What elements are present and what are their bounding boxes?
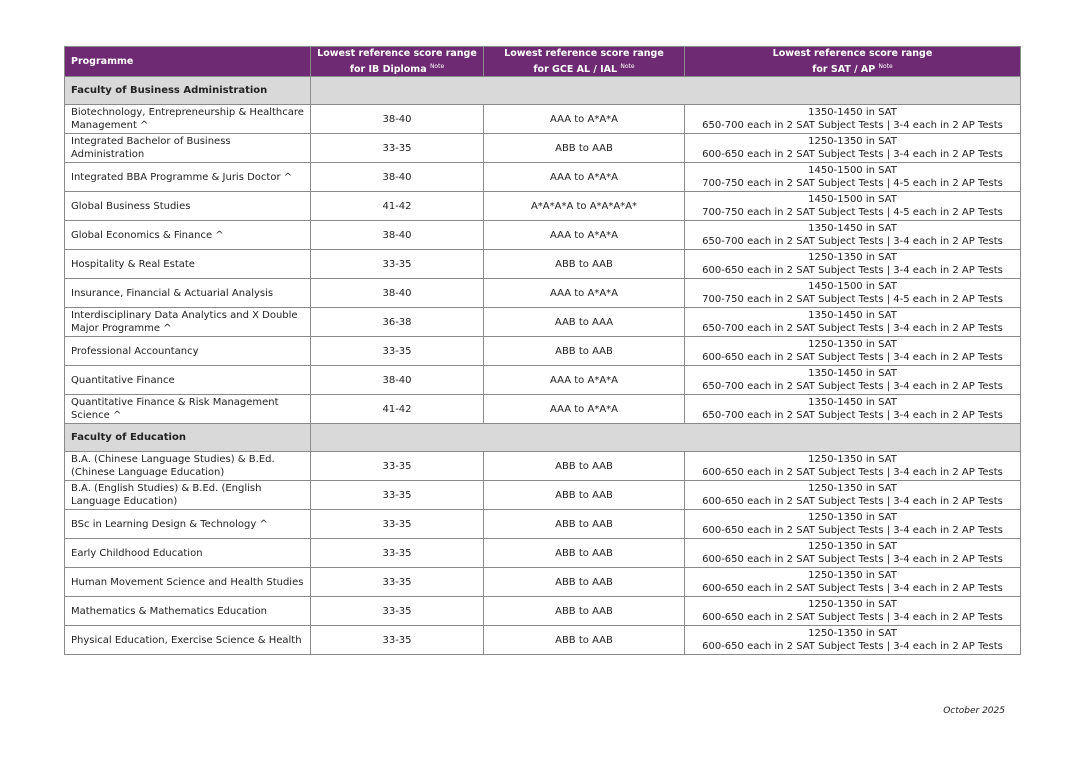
sat-ap-score bbox=[685, 250, 1021, 279]
sat-ap-score bbox=[685, 510, 1021, 539]
header-ib-note: Note bbox=[429, 63, 445, 70]
header-ib-line2: for IB Diploma bbox=[349, 64, 427, 75]
programme-name: Human Movement Science and Health Studies bbox=[65, 568, 311, 597]
table-row bbox=[65, 366, 1021, 395]
subject-ap-score: 600-650 each in 2 SAT Subject Tests | 3-4 each in 2 AP Tests bbox=[702, 612, 1003, 623]
ib-score: 33-35 bbox=[311, 452, 484, 481]
gce-score: ABB to AAB bbox=[484, 510, 685, 539]
programme-name: Quantitative Finance bbox=[65, 366, 311, 395]
subject-ap-score: 600-650 each in 2 SAT Subject Tests | 3-4 each in 2 AP Tests bbox=[702, 554, 1003, 565]
table-row bbox=[65, 308, 1021, 337]
sat-score: 1250-1350 in SAT bbox=[808, 541, 897, 552]
sat-score: 1450-1500 in SAT bbox=[808, 165, 897, 176]
subject-ap-score: 600-650 each in 2 SAT Subject Tests | 3-4 each in 2 AP Tests bbox=[702, 641, 1003, 652]
sat-score: 1250-1350 in SAT bbox=[808, 454, 897, 465]
gce-score: AAA to A*A*A bbox=[484, 279, 685, 308]
ib-score: 33-35 bbox=[311, 597, 484, 626]
table-row bbox=[65, 279, 1021, 308]
programme-name: B.A. (Chinese Language Studies) & B.Ed. (Chinese Language Education) bbox=[65, 452, 311, 481]
faculty-row bbox=[65, 424, 1021, 452]
subject-ap-score: 600-650 each in 2 SAT Subject Tests | 3-4 each in 2 AP Tests bbox=[702, 525, 1003, 536]
ib-score: 41-42 bbox=[311, 192, 484, 221]
subject-ap-score: 700-750 each in 2 SAT Subject Tests | 4-5 each in 2 AP Tests bbox=[702, 207, 1003, 218]
sat-ap-score bbox=[685, 539, 1021, 568]
programme-name: Integrated BBA Programme & Juris Doctor ^ bbox=[65, 163, 311, 192]
ib-score: 33-35 bbox=[311, 510, 484, 539]
gce-score: ABB to AAB bbox=[484, 626, 685, 655]
table-row bbox=[65, 481, 1021, 510]
gce-score: AAA to A*A*A bbox=[484, 395, 685, 424]
subject-ap-score: 600-650 each in 2 SAT Subject Tests | 3-4 each in 2 AP Tests bbox=[702, 467, 1003, 478]
faculty-row-filler bbox=[311, 77, 1021, 105]
sat-score: 1350-1450 in SAT bbox=[808, 223, 897, 234]
ib-score: 33-35 bbox=[311, 539, 484, 568]
gce-score: AAA to A*A*A bbox=[484, 221, 685, 250]
faculty-row bbox=[65, 77, 1021, 105]
table-row bbox=[65, 192, 1021, 221]
subject-ap-score: 650-700 each in 2 SAT Subject Tests | 3-4 each in 2 AP Tests bbox=[702, 120, 1003, 131]
subject-ap-score: 600-650 each in 2 SAT Subject Tests | 3-4 each in 2 AP Tests bbox=[702, 149, 1003, 160]
sat-ap-score bbox=[685, 163, 1021, 192]
gce-score: AAA to A*A*A bbox=[484, 366, 685, 395]
sat-ap-score bbox=[685, 452, 1021, 481]
table-row bbox=[65, 395, 1021, 424]
programme-name: Global Business Studies bbox=[65, 192, 311, 221]
header-gce-note: Note bbox=[620, 63, 635, 70]
footer-date: October 2025 bbox=[943, 706, 1005, 716]
table-row bbox=[65, 452, 1021, 481]
faculty-name: Faculty of Education bbox=[65, 424, 311, 452]
subject-ap-score: 700-750 each in 2 SAT Subject Tests | 4-5 each in 2 AP Tests bbox=[702, 294, 1003, 305]
sat-score: 1250-1350 in SAT bbox=[808, 570, 897, 581]
programme-name: Integrated Bachelor of Business Administration bbox=[65, 134, 311, 163]
header-gce-line1: Lowest reference score range bbox=[504, 48, 664, 59]
header-programme: Programme bbox=[65, 47, 311, 77]
programme-name: B.A. (English Studies) & B.Ed. (English Language Education) bbox=[65, 481, 311, 510]
programme-name: Physical Education, Exercise Science & Health bbox=[65, 626, 311, 655]
sat-score: 1350-1450 in SAT bbox=[808, 310, 897, 321]
sat-ap-score bbox=[685, 568, 1021, 597]
ib-score: 36-38 bbox=[311, 308, 484, 337]
table-row bbox=[65, 510, 1021, 539]
programme-name: Insurance, Financial & Actuarial Analysis bbox=[65, 279, 311, 308]
programme-name: Quantitative Finance & Risk Management Science ^ bbox=[65, 395, 311, 424]
sat-ap-score bbox=[685, 279, 1021, 308]
sat-score: 1450-1500 in SAT bbox=[808, 281, 897, 292]
programme-name: Mathematics & Mathematics Education bbox=[65, 597, 311, 626]
sat-score: 1250-1350 in SAT bbox=[808, 483, 897, 494]
ib-score: 38-40 bbox=[311, 221, 484, 250]
sat-score: 1250-1350 in SAT bbox=[808, 339, 897, 350]
gce-score: ABB to AAB bbox=[484, 452, 685, 481]
header-gce-line2: for GCE AL / IAL bbox=[533, 64, 618, 75]
table-row bbox=[65, 134, 1021, 163]
header-sat-note: Note bbox=[878, 63, 893, 70]
header-sat-line2: for SAT / AP bbox=[812, 64, 876, 75]
table-row bbox=[65, 539, 1021, 568]
programme-name: Biotechnology, Entrepreneurship & Healthcare Management ^ bbox=[65, 105, 311, 134]
sat-score: 1450-1500 in SAT bbox=[808, 194, 897, 205]
subject-ap-score: 700-750 each in 2 SAT Subject Tests | 4-5 each in 2 AP Tests bbox=[702, 178, 1003, 189]
ib-score: 33-35 bbox=[311, 134, 484, 163]
sat-ap-score bbox=[685, 134, 1021, 163]
gce-score: ABB to AAB bbox=[484, 568, 685, 597]
sat-ap-score bbox=[685, 192, 1021, 221]
admission-score-table bbox=[64, 46, 1021, 655]
table-row bbox=[65, 568, 1021, 597]
sat-score: 1250-1350 in SAT bbox=[808, 512, 897, 523]
sat-ap-score bbox=[685, 337, 1021, 366]
subject-ap-score: 600-650 each in 2 SAT Subject Tests | 3-4 each in 2 AP Tests bbox=[702, 352, 1003, 363]
table-body bbox=[65, 77, 1021, 655]
subject-ap-score: 600-650 each in 2 SAT Subject Tests | 3-4 each in 2 AP Tests bbox=[702, 583, 1003, 594]
sat-ap-score bbox=[685, 395, 1021, 424]
table-row bbox=[65, 337, 1021, 366]
gce-score: ABB to AAB bbox=[484, 539, 685, 568]
sat-ap-score bbox=[685, 366, 1021, 395]
gce-score: ABB to AAB bbox=[484, 481, 685, 510]
programme-name: Early Childhood Education bbox=[65, 539, 311, 568]
header-ib bbox=[311, 47, 484, 77]
sat-score: 1250-1350 in SAT bbox=[808, 599, 897, 610]
sat-score: 1250-1350 in SAT bbox=[808, 628, 897, 639]
ib-score: 38-40 bbox=[311, 366, 484, 395]
gce-score: AAA to A*A*A bbox=[484, 163, 685, 192]
sat-score: 1350-1450 in SAT bbox=[808, 397, 897, 408]
header-sat-line1: Lowest reference score range bbox=[772, 48, 933, 59]
ib-score: 33-35 bbox=[311, 337, 484, 366]
programme-name: Interdisciplinary Data Analytics and X Double Major Programme ^ bbox=[65, 308, 311, 337]
sat-score: 1250-1350 in SAT bbox=[808, 136, 897, 147]
subject-ap-score: 650-700 each in 2 SAT Subject Tests | 3-4 each in 2 AP Tests bbox=[702, 236, 1003, 247]
ib-score: 33-35 bbox=[311, 626, 484, 655]
sat-ap-score bbox=[685, 221, 1021, 250]
gce-score: ABB to AAB bbox=[484, 134, 685, 163]
gce-score: ABB to AAB bbox=[484, 250, 685, 279]
table-row bbox=[65, 626, 1021, 655]
header-ib-line1: Lowest reference score range bbox=[317, 48, 477, 59]
subject-ap-score: 650-700 each in 2 SAT Subject Tests | 3-4 each in 2 AP Tests bbox=[702, 381, 1003, 392]
ib-score: 41-42 bbox=[311, 395, 484, 424]
subject-ap-score: 600-650 each in 2 SAT Subject Tests | 3-4 each in 2 AP Tests bbox=[702, 265, 1003, 276]
header-gce bbox=[484, 47, 685, 77]
table-row bbox=[65, 163, 1021, 192]
table-row bbox=[65, 105, 1021, 134]
ib-score: 33-35 bbox=[311, 250, 484, 279]
ib-score: 38-40 bbox=[311, 163, 484, 192]
gce-score: AAB to AAA bbox=[484, 308, 685, 337]
subject-ap-score: 650-700 each in 2 SAT Subject Tests | 3-4 each in 2 AP Tests bbox=[702, 323, 1003, 334]
programme-name: Hospitality & Real Estate bbox=[65, 250, 311, 279]
gce-score: ABB to AAB bbox=[484, 597, 685, 626]
ib-score: 33-35 bbox=[311, 568, 484, 597]
sat-score: 1350-1450 in SAT bbox=[808, 107, 897, 118]
sat-ap-score bbox=[685, 626, 1021, 655]
table-row bbox=[65, 221, 1021, 250]
table-row bbox=[65, 597, 1021, 626]
gce-score: A*A*A*A to A*A*A*A* bbox=[484, 192, 685, 221]
sat-score: 1250-1350 in SAT bbox=[808, 252, 897, 263]
faculty-name: Faculty of Business Administration bbox=[65, 77, 311, 105]
header-sat bbox=[685, 47, 1021, 77]
sat-ap-score bbox=[685, 105, 1021, 134]
gce-score: ABB to AAB bbox=[484, 337, 685, 366]
sat-ap-score bbox=[685, 481, 1021, 510]
sat-ap-score bbox=[685, 597, 1021, 626]
ib-score: 38-40 bbox=[311, 105, 484, 134]
programme-name: Professional Accountancy bbox=[65, 337, 311, 366]
header-row bbox=[65, 47, 1021, 77]
ib-score: 38-40 bbox=[311, 279, 484, 308]
subject-ap-score: 650-700 each in 2 SAT Subject Tests | 3-4 each in 2 AP Tests bbox=[702, 410, 1003, 421]
gce-score: AAA to A*A*A bbox=[484, 105, 685, 134]
sat-ap-score bbox=[685, 308, 1021, 337]
table-row bbox=[65, 250, 1021, 279]
faculty-row-filler bbox=[311, 424, 1021, 452]
sat-score: 1350-1450 in SAT bbox=[808, 368, 897, 379]
ib-score: 33-35 bbox=[311, 481, 484, 510]
subject-ap-score: 600-650 each in 2 SAT Subject Tests | 3-4 each in 2 AP Tests bbox=[702, 496, 1003, 507]
programme-name: Global Economics & Finance ^ bbox=[65, 221, 311, 250]
programme-name: BSc in Learning Design & Technology ^ bbox=[65, 510, 311, 539]
